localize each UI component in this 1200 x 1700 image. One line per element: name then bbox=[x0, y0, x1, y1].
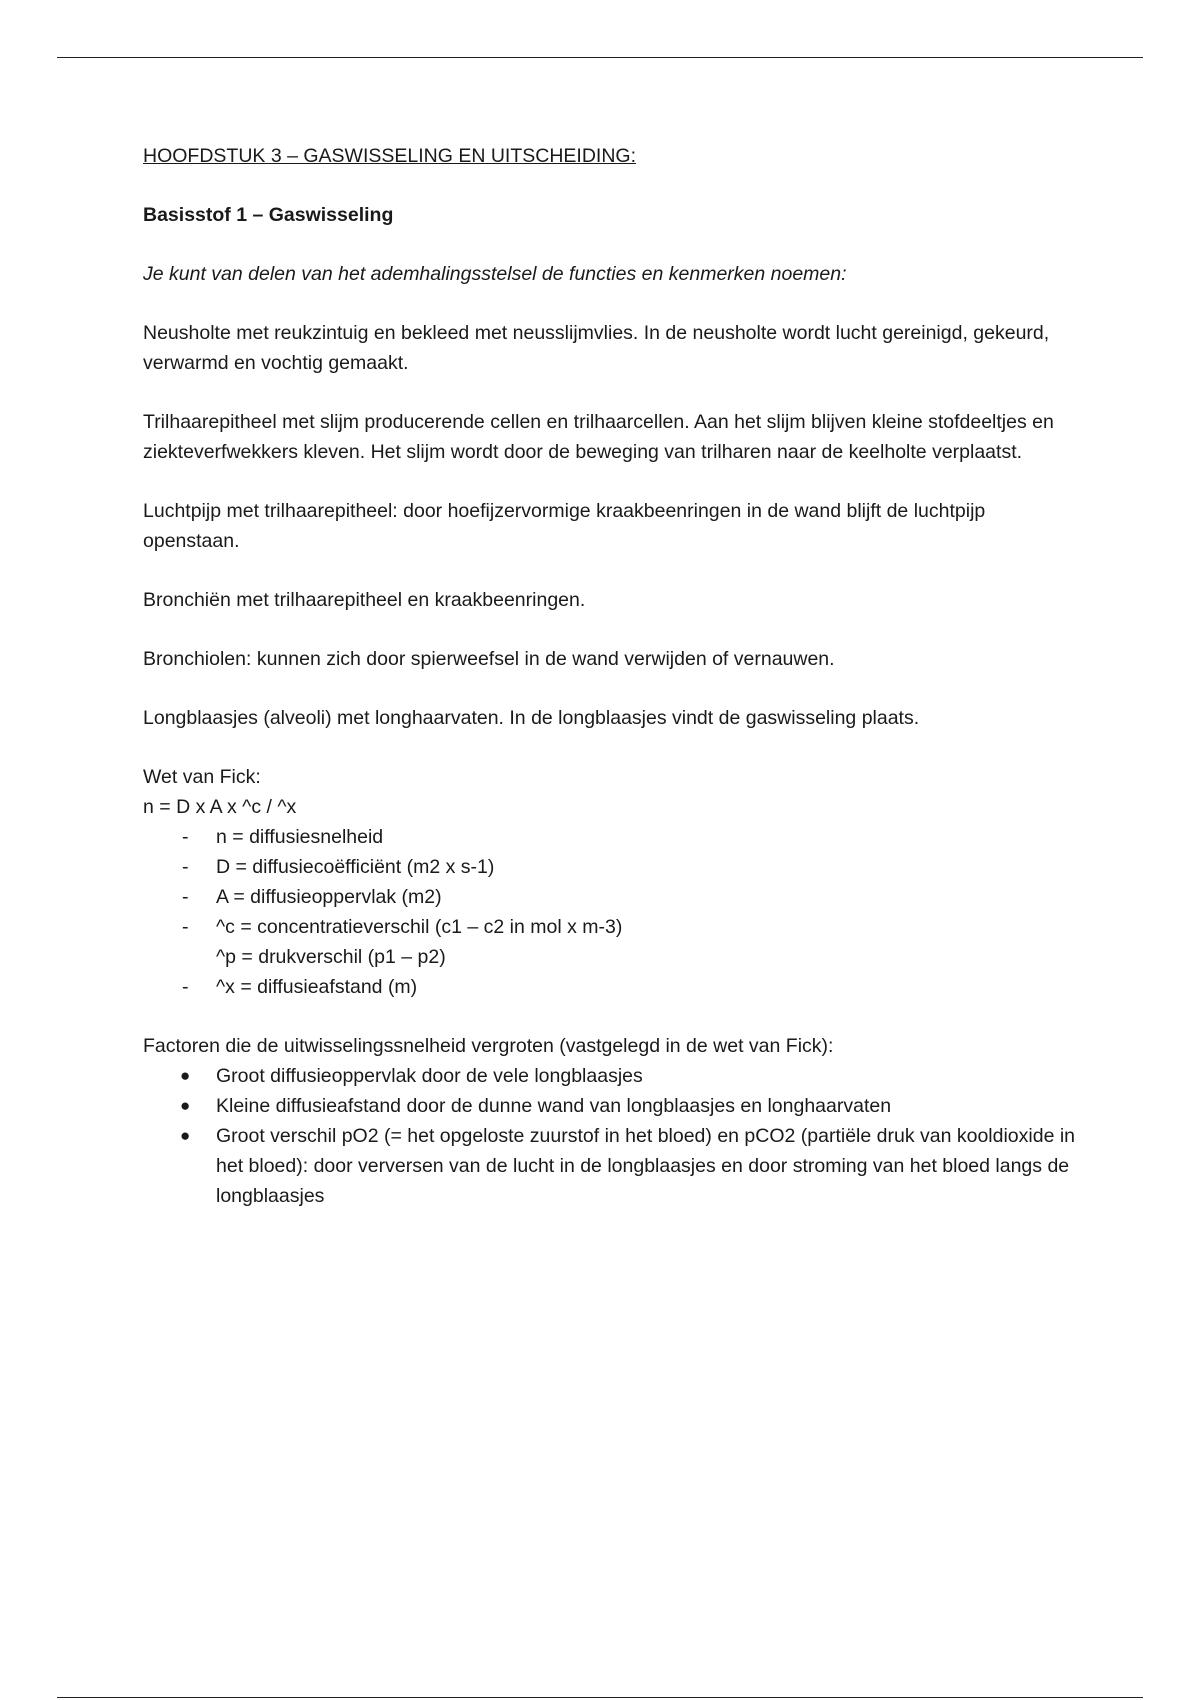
paragraph-bronchiolen: Bronchiolen: kunnen zich door spierweefsel in de wand verwijden of vernauwen. bbox=[143, 648, 835, 670]
list-item-text: Groot verschil pO2 (= het opgeloste zuurstof in het bloed) en pCO2 (partiële druk van kooldioxide in het bloed): door verversen van de lucht in de longblaasjes en door stroming van het bloed langs de longblaasjes bbox=[216, 1125, 1076, 1207]
dash-marker: - bbox=[182, 976, 189, 998]
bullet-icon: ● bbox=[180, 1096, 191, 1115]
list-item bbox=[143, 912, 1083, 942]
list-item-text: A = diffusieoppervlak (m2) bbox=[216, 886, 442, 908]
dash-marker: - bbox=[182, 856, 189, 878]
list-item bbox=[143, 1061, 1083, 1091]
list-item bbox=[143, 852, 1083, 882]
bullet-icon: ● bbox=[180, 1126, 191, 1145]
fick-formula: n = D x A x ^c / ^x bbox=[143, 796, 297, 818]
learning-objective: Je kunt van delen van het ademhalingsstelsel de functies en kenmerken noemen: bbox=[143, 263, 847, 285]
list-item bbox=[143, 1121, 1083, 1211]
list-item-text: Groot diffusieoppervlak door de vele longblaasjes bbox=[216, 1065, 643, 1087]
paragraph-luchtpijp: Luchtpijp met trilhaarepitheel: door hoefijzervormige kraakbeenringen in de wand blijft de luchtpijp openstaan. bbox=[143, 500, 986, 552]
list-item-text: ^x = diffusieafstand (m) bbox=[216, 976, 418, 998]
list-item bbox=[143, 882, 1083, 912]
dash-marker: - bbox=[182, 826, 189, 848]
fick-variable-list bbox=[143, 822, 1083, 1002]
list-item bbox=[143, 942, 1083, 972]
paragraph-neusholte: Neusholte met reukzintuig en bekleed met neusslijmvlies. In de neusholte wordt lucht gereinigd, gekeurd, verwarmd en vochtig gemaakt. bbox=[143, 322, 1050, 374]
list-item-text: ^p = drukverschil (p1 – p2) bbox=[216, 946, 446, 968]
factors-heading: Factoren die de uitwisselingssnelheid vergroten (vastgelegd in de wet van Fick): bbox=[143, 1035, 834, 1057]
paragraph-longblaasjes: Longblaasjes (alveoli) met longhaarvaten. In de longblaasjes vindt de gaswisseling plaats. bbox=[143, 707, 920, 729]
list-item-text: Kleine diffusieafstand door de dunne wand van longblaasjes en longhaarvaten bbox=[216, 1095, 892, 1117]
chapter-title: HOOFDSTUK 3 – GASWISSELING EN UITSCHEIDING: bbox=[143, 145, 636, 167]
fick-heading: Wet van Fick: bbox=[143, 766, 261, 788]
list-item-text: ^c = concentratieverschil (c1 – c2 in mol x m-3) bbox=[216, 916, 623, 938]
footer-rule bbox=[57, 1697, 1143, 1698]
list-item bbox=[143, 972, 1083, 1002]
header-rule bbox=[57, 57, 1143, 58]
section-title: Basisstof 1 – Gaswisseling bbox=[143, 204, 394, 226]
paragraph-bronchien: Bronchiën met trilhaarepitheel en kraakbeenringen. bbox=[143, 589, 586, 611]
list-item-text: n = diffusiesnelheid bbox=[216, 826, 384, 848]
dash-marker: - bbox=[182, 886, 189, 908]
document-body bbox=[143, 141, 1083, 1240]
list-item bbox=[143, 1091, 1083, 1121]
list-item-text: D = diffusiecoëfficiënt (m2 x s-1) bbox=[216, 856, 495, 878]
paragraph-trilhaarepitheel: Trilhaarepitheel met slijm producerende cellen en trilhaarcellen. Aan het slijm blijven kleine stofdeeltjes en ziekteverfwekkers kleven. Het slijm wordt door de beweging van trilharen naar de keelholte verplaatst. bbox=[143, 411, 1054, 463]
factors-list bbox=[143, 1061, 1083, 1211]
list-item bbox=[143, 822, 1083, 852]
dash-marker: - bbox=[182, 916, 189, 938]
bullet-icon: ● bbox=[180, 1066, 191, 1085]
